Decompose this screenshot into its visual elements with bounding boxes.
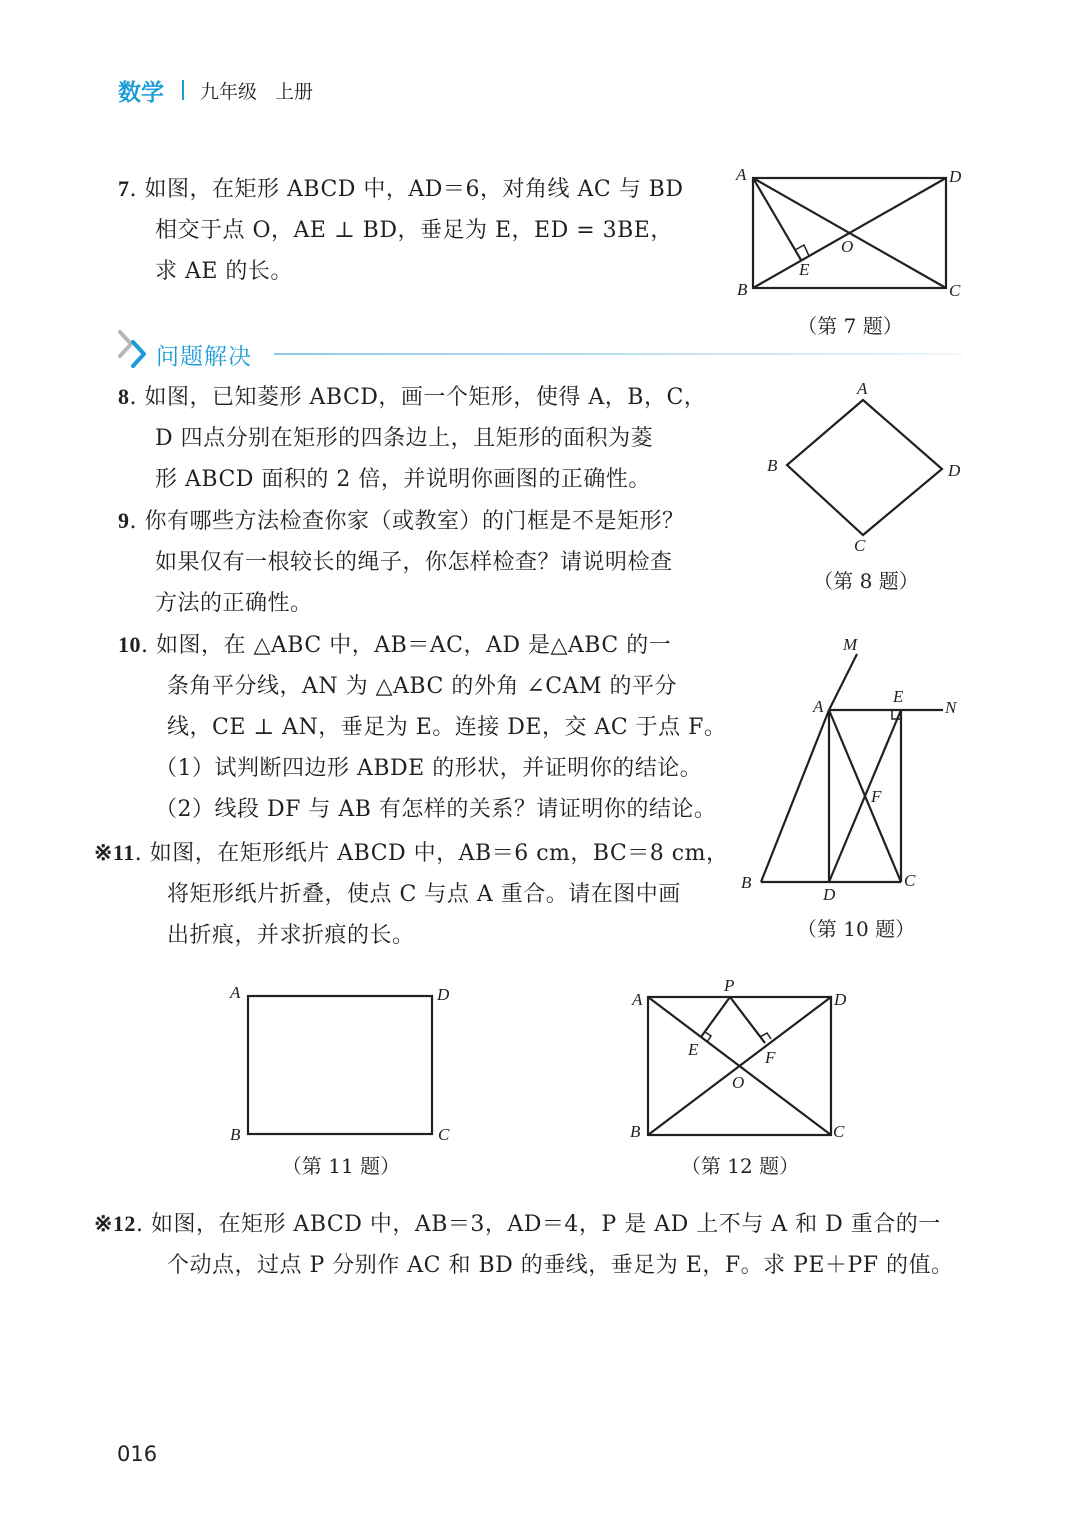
fig10-label-n: N bbox=[945, 698, 957, 717]
fig7-label-a: A bbox=[736, 165, 747, 184]
problem-10-number: 10 bbox=[118, 632, 141, 657]
caption-12: （第 12 题） bbox=[680, 1154, 800, 1178]
problem-8-number: 8 bbox=[118, 384, 130, 409]
fig12-label-o: O bbox=[732, 1073, 745, 1092]
figure-10 bbox=[735, 630, 970, 910]
problem-12-line-2: 个动点，过点 P 分别作 AC 和 BD 的垂线，垂足为 E，F。求 PE＋PF 的值。 bbox=[167, 1253, 954, 1278]
problem-9-line-1: 你有哪些方法检查你家（或教室）的门框是不是矩形？ bbox=[144, 509, 685, 534]
header-grade: 九年级 bbox=[200, 80, 258, 103]
figure-8 bbox=[760, 375, 970, 555]
figure-11 bbox=[220, 980, 470, 1150]
chevron-icon bbox=[116, 328, 156, 372]
problem-10-line-1: 如图，在 △ABC 中，AB＝AC，AD 是△ABC 的一 bbox=[156, 633, 672, 658]
fig10-label-b: B bbox=[741, 873, 752, 892]
fig12-label-c: C bbox=[833, 1122, 845, 1141]
fig12-segment-pf bbox=[730, 997, 765, 1043]
problem-8-line-1: 如图，已知菱形 ABCD，画一个矩形，使得 A，B，C， bbox=[144, 385, 707, 410]
problem-11-number: ※11 bbox=[94, 840, 135, 865]
problem-9-number: 9 bbox=[118, 508, 130, 533]
fig12-segment-pe bbox=[701, 997, 730, 1037]
problem-10-line-4: （1）试判断四边形 ABDE 的形状，并证明你的结论。 bbox=[155, 756, 703, 781]
problem-9-line-3: 方法的正确性。 bbox=[155, 591, 313, 616]
problem-10-line-5: （2）线段 DF 与 AB 有怎样的关系？请证明你的结论。 bbox=[155, 797, 717, 822]
fig8-rhombus bbox=[787, 400, 942, 535]
problem-8-line-3: 形 ABCD 面积的 2 倍，并说明你画图的正确性。 bbox=[155, 467, 651, 492]
problem-12-number: ※12 bbox=[94, 1211, 136, 1236]
fig7-segment-ae bbox=[753, 178, 801, 260]
caption-11: （第 11 题） bbox=[281, 1154, 401, 1178]
section-rule bbox=[274, 353, 962, 355]
fig11-label-a: A bbox=[230, 983, 241, 1002]
fig8-label-d: D bbox=[948, 461, 961, 480]
problem-7: 7. 如图，在矩形 ABCD 中，AD＝6，对角线 AC 与 BD 相交于点 O，AE ⊥ BD，垂足为 E，ED = 3BE， 求 AE 的长。 bbox=[118, 168, 683, 292]
section-title: 问题解决 bbox=[156, 344, 252, 370]
problem-7-line-3: 求 AE 的长。 bbox=[155, 259, 293, 284]
fig11-label-b: B bbox=[230, 1125, 241, 1144]
header-divider bbox=[182, 80, 184, 100]
fig10-label-m: M bbox=[843, 635, 858, 654]
fig10-label-c: C bbox=[904, 871, 916, 890]
fig7-label-b: B bbox=[737, 280, 748, 299]
problem-12: ※12. 如图，在矩形 ABCD 中，AB＝3，AD＝4，P 是 AD 上不与 A 和 D 重合的一 个动点，过点 P 分别作 AC 和 BD 的垂线，垂足为 E，F。求 PE＋PF 的值。 bbox=[94, 1203, 954, 1286]
fig10-label-d: D bbox=[823, 885, 836, 904]
fig11-label-d: D bbox=[437, 985, 450, 1004]
fig10-label-e: E bbox=[893, 687, 904, 706]
fig10-ray-am bbox=[829, 654, 857, 710]
problem-9: 9. 你有哪些方法检查你家（或教室）的门框是不是矩形？ 如果仅有一根较长的绳子，你怎样检查？请说明检查 方法的正确性。 bbox=[118, 500, 685, 624]
header-subject: 数学 bbox=[118, 79, 164, 106]
fig8-label-b: B bbox=[767, 456, 778, 475]
fig7-label-o: O bbox=[841, 237, 854, 256]
problem-8: 8. 如图，已知菱形 ABCD，画一个矩形，使得 A，B，C， D 四点分别在矩形的四条边上，且矩形的面积为菱 形 ABCD 面积的 2 倍，并说明你画图的正确性。 bbox=[118, 376, 706, 500]
problem-10: 10. 如图，在 △ABC 中，AB＝AC，AD 是△ABC 的一 条角平分线，AN 为 △ABC 的外角 ∠CAM 的平分 线，CE ⊥ AN，垂足为 E。连接 DE，交 AC 于点 F。 （1）试判断四边形 ABDE 的形状，并证明你的结论。 （2）线段 DF 与 AB 有怎样的关系？请证明你的结论。 bbox=[118, 624, 726, 830]
problem-7-line-2: 相交于点 O，AE ⊥ BD，垂足为 E，ED = 3BE， bbox=[155, 218, 673, 243]
problem-11-line-3: 出折痕，并求折痕的长。 bbox=[167, 923, 415, 948]
page-header bbox=[118, 74, 313, 106]
problem-11-line-1: 如图，在矩形纸片 ABCD 中，AB＝6 cm，BC＝8 cm， bbox=[149, 841, 729, 866]
page-number: 016 bbox=[117, 1442, 158, 1466]
problem-10-line-2: 条角平分线，AN 为 △ABC 的外角 ∠CAM 的平分 bbox=[167, 674, 678, 699]
fig10-side-ab bbox=[761, 710, 829, 882]
problem-12-line-1: 如图，在矩形 ABCD 中，AB＝3，AD＝4，P 是 AD 上不与 A 和 D 重合的一 bbox=[150, 1212, 941, 1237]
caption-10: （第 10 题） bbox=[796, 917, 916, 941]
problem-11-line-2: 将矩形纸片折叠，使点 C 与点 A 重合。请在图中画 bbox=[167, 882, 681, 907]
problem-11: ※11. 如图，在矩形纸片 ABCD 中，AB＝6 cm，BC＝8 cm， 将矩形纸片折叠，使点 C 与点 A 重合。请在图中画 出折痕，并求折痕的长。 bbox=[94, 832, 728, 956]
fig10-label-a: A bbox=[813, 697, 824, 716]
fig11-rectangle bbox=[248, 996, 432, 1134]
problem-7-line-1: 如图，在矩形 ABCD 中，AD＝6，对角线 AC 与 BD bbox=[144, 177, 684, 202]
fig12-label-a: A bbox=[632, 990, 643, 1009]
fig7-label-e: E bbox=[799, 260, 810, 279]
fig12-label-e: E bbox=[688, 1040, 699, 1059]
header-volume: 上册 bbox=[275, 80, 314, 103]
problem-9-line-2: 如果仅有一根较长的绳子，你怎样检查？请说明检查 bbox=[155, 550, 673, 575]
figure-7 bbox=[730, 160, 970, 310]
fig10-label-f: F bbox=[871, 787, 882, 806]
fig7-label-c: C bbox=[949, 281, 961, 300]
fig11-label-c: C bbox=[438, 1125, 450, 1144]
caption-8: （第 8 题） bbox=[813, 569, 919, 593]
fig8-label-a: A bbox=[857, 379, 868, 398]
section-header bbox=[116, 328, 962, 378]
fig12-label-d: D bbox=[834, 990, 847, 1009]
problem-7-number: 7 bbox=[118, 176, 130, 201]
fig12-label-p: P bbox=[724, 976, 735, 995]
problem-10-line-3: 线，CE ⊥ AN，垂足为 E。连接 DE，交 AC 于点 F。 bbox=[167, 715, 727, 740]
fig12-label-b: B bbox=[630, 1122, 641, 1141]
figure-12 bbox=[620, 975, 860, 1150]
fig7-label-d: D bbox=[949, 167, 962, 186]
caption-7: （第 7 题） bbox=[797, 314, 903, 338]
fig8-label-c: C bbox=[854, 536, 866, 555]
fig12-label-f: F bbox=[765, 1048, 776, 1067]
problem-8-line-2: D 四点分别在矩形的四条边上，且矩形的面积为菱 bbox=[155, 426, 654, 451]
